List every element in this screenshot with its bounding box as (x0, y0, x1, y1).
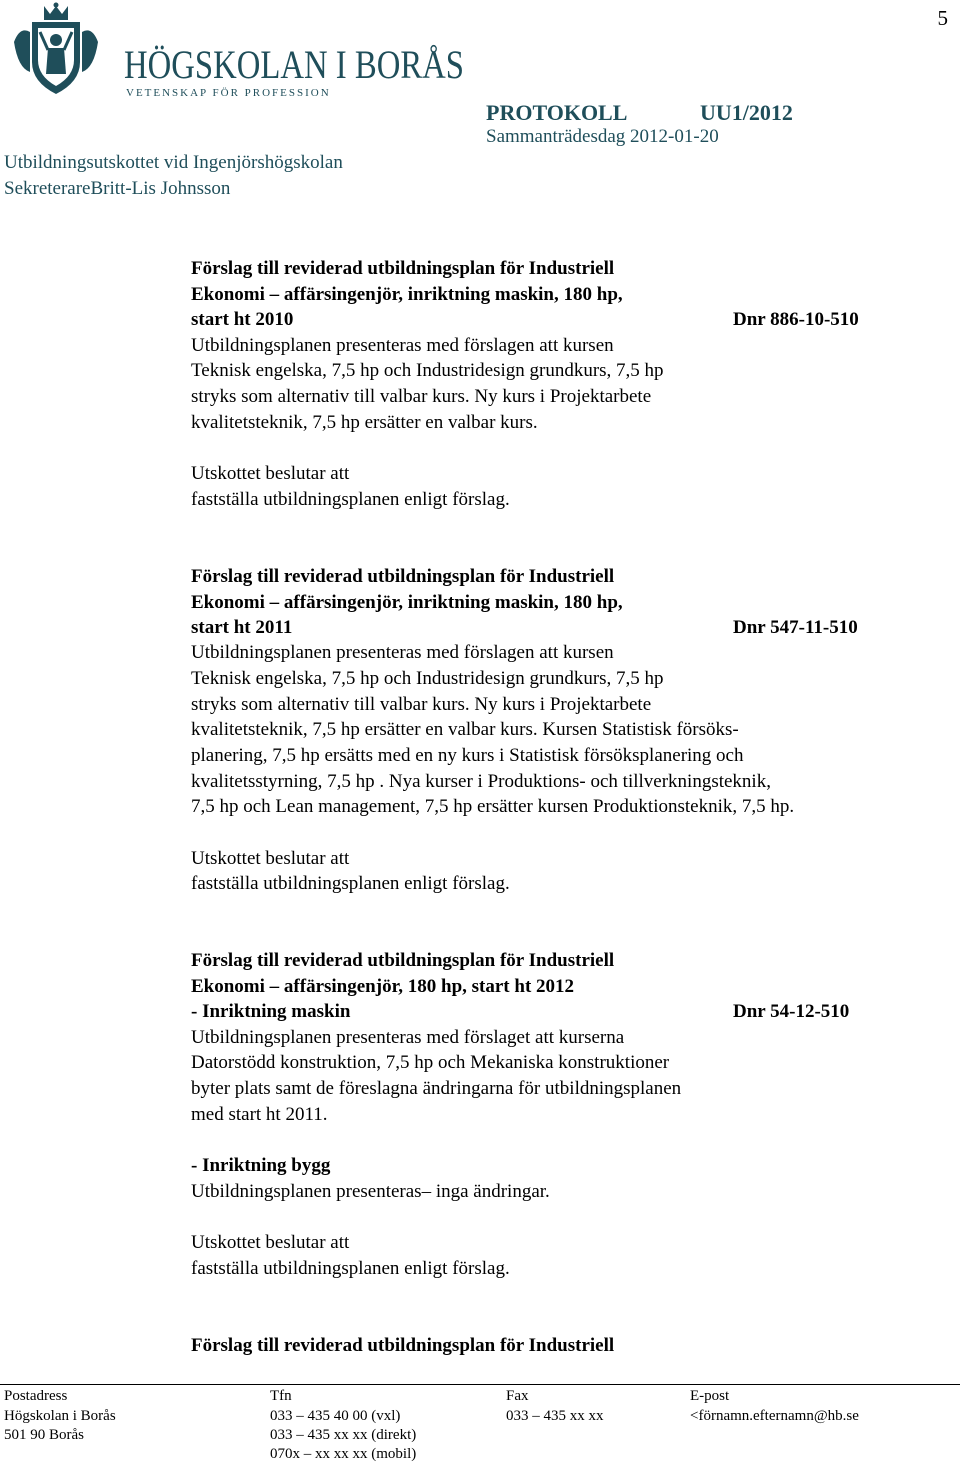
footer-epost-line[interactable]: <förnamn.efternamn@hb.se (690, 1408, 859, 1424)
secretary-name: SekreterareBritt-Lis Johnsson (4, 178, 231, 199)
body-line: 7,5 hp och Lean management, 7,5 hp ersätter kursen Produktionsteknik, 7,5 hp. (191, 796, 795, 817)
section-title-line: Ekonomi – affärsingenjör, 180 hp, start ht 2012 (191, 976, 575, 997)
footer-fax-label: Fax (506, 1388, 529, 1404)
university-logo (4, 2, 466, 98)
page-number: 5 (937, 6, 948, 30)
dnr-number: Dnr 54-12-510 (733, 1001, 850, 1022)
decision-line: fastställa utbildningsplanen enligt förslag. (191, 1258, 510, 1279)
section-title-line: - Inriktning maskin (191, 1001, 351, 1022)
body-line: Utbildningsplanen presenteras med förslagen att kursen (191, 335, 614, 356)
logo-tagline: VETENSKAP FÖR PROFESSION (126, 87, 331, 99)
doc-id: UU1/2012 (700, 100, 793, 125)
sub-title: - Inriktning bygg (191, 1155, 331, 1176)
footer-tfn-line: 033 – 435 xx xx (direkt) (270, 1427, 417, 1443)
decision-line: Utskottet beslutar att (191, 463, 350, 484)
body-line: planering, 7,5 hp ersätts med en ny kurs i Statistisk försöksplanering och (191, 745, 744, 766)
footer-tfn-line: 033 – 435 40 00 (vxl) (270, 1408, 401, 1424)
section-title-line: Förslag till reviderad utbildningsplan för Industriell (191, 566, 615, 587)
footer-postadress-line: 501 90 Borås (4, 1427, 84, 1443)
crest-icon (4, 2, 466, 98)
body-line: kvalitetsteknik, 7,5 hp ersätter en valbar kurs. Kursen Statistisk försöks- (191, 719, 739, 740)
body-line: Utbildningsplanen presenteras med förslagen att kursen (191, 642, 614, 663)
decision-line: fastställa utbildningsplanen enligt förslag. (191, 489, 510, 510)
body-line: byter plats samt de föreslagna ändringarna för utbildningsplanen (191, 1078, 682, 1099)
sub-body: Utbildningsplanen presenteras– inga ändringar. (191, 1181, 550, 1202)
body-line: med start ht 2011. (191, 1104, 328, 1125)
section-title-line: Ekonomi – affärsingenjör, inriktning maskin, 180 hp, (191, 284, 623, 305)
dnr-number: Dnr 547-11-510 (733, 617, 858, 638)
body-line: Teknisk engelska, 7,5 hp och Industridesign grundkurs, 7,5 hp (191, 360, 664, 381)
dnr-number: Dnr 886-10-510 (733, 309, 859, 330)
section-title-line: start ht 2010 (191, 309, 294, 330)
body-line: kvalitetsteknik, 7,5 hp ersätter en valbar kurs. (191, 412, 538, 433)
section-title-line: Ekonomi – affärsingenjör, inriktning maskin, 180 hp, (191, 592, 623, 613)
decision-line: Utskottet beslutar att (191, 1232, 350, 1253)
decision-line: fastställa utbildningsplanen enligt förslag. (191, 873, 510, 894)
body-line: Teknisk engelska, 7,5 hp och Industridesign grundkurs, 7,5 hp (191, 668, 664, 689)
section-title-line: start ht 2011 (191, 617, 293, 638)
body-line: stryks som alternativ till valbar kurs. Ny kurs i Projektarbete (191, 694, 652, 715)
footer-postadress-label: Postadress (4, 1388, 68, 1404)
body-line: kvalitetsstyrning, 7,5 hp . Nya kurser i Produktions- och tillverkningsteknik, (191, 771, 771, 792)
body-line: stryks som alternativ till valbar kurs. Ny kurs i Projektarbete (191, 386, 652, 407)
footer-divider (0, 1384, 960, 1385)
body-line: Utbildningsplanen presenteras med förslaget att kurserna (191, 1027, 625, 1048)
section-title-line: Förslag till reviderad utbildningsplan för Industriell (191, 950, 615, 971)
footer-postadress-line: Högskolan i Borås (4, 1408, 116, 1424)
footer-fax-line: 033 – 435 xx xx (506, 1408, 604, 1424)
footer-tfn-line: 070x – xx xx xx (mobil) (270, 1446, 417, 1462)
meeting-date: Sammanträdesdag 2012-01-20 (486, 126, 719, 147)
section-title-line: Förslag till reviderad utbildningsplan för Industriell (191, 1335, 615, 1356)
committee-name: Utbildningsutskottet vid Ingenjörshögskolan (4, 152, 343, 173)
doc-type: PROTOKOLL (486, 100, 628, 125)
decision-line: Utskottet beslutar att (191, 848, 350, 869)
footer-tfn-label: Tfn (270, 1388, 292, 1404)
footer-epost-label: E-post (690, 1388, 730, 1404)
section-title-line: Förslag till reviderad utbildningsplan för Industriell (191, 258, 615, 279)
logo-wordmark: HÖGSKOLAN I BORÅS (124, 42, 464, 87)
body-line: Datorstödd konstruktion, 7,5 hp och Mekaniska konstruktioner (191, 1052, 670, 1073)
